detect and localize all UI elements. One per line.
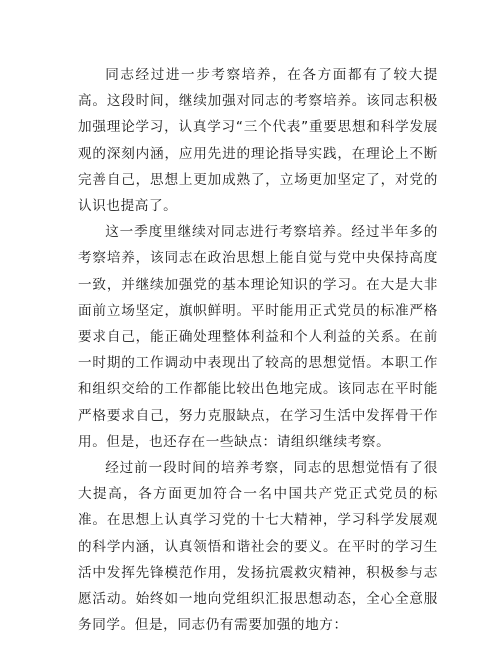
paragraph-3: 经过前一段时间的培养考察，同志的思想觉悟有了很大提高，各方面更加符合一名中国共产党正式党员的标准。在思想上认真学习党的十七大精神，学习科学发展观的科学内涵，认真领悟和谐社会的要义。在平时的学习生活中发挥先锋模范作用，发扬抗震救灾精神，积极参与志愿活动。始终如一地向党组织汇报思想动态，全心全意服务同学。但是，同志仍有需要加强的地方：: [78, 460, 438, 634]
paragraph-1: 同志经过进一步考察培养，在各方面都有了较大提高。这段时间，继续加强对同志的考察培养。该同志积极加强理论学习，认真学习“三个代表”重要思想和科学发展观的深刻内涵，应用先进的理论指导实践，在理论上不断完善自己，思想上更加成熟了，立场更加坚定了，对党的认识也提高了。: [78, 67, 438, 215]
paragraph-2: 这一季度里继续对同志进行考察培养。经过半年多的考察培养，该同志在政治思想上能自觉与党中央保持高度一致，并继续加强党的基本理论知识的学习。在大是大非面前立场坚定，旗帜鲜明。平时能用正式党员的标准严格要求自己，能正确处理整体利益和个人利益的关系。在前一时期的工作调动中表现出了较高的思想觉悟。本职工作和组织交给的工作都能比较出色地完成。该同志在平时能严格要求自己，努力克服缺点，在学习生活中发挥骨干作用。但是，也还存在一些缺点：请组织继续考察。: [78, 224, 438, 450]
